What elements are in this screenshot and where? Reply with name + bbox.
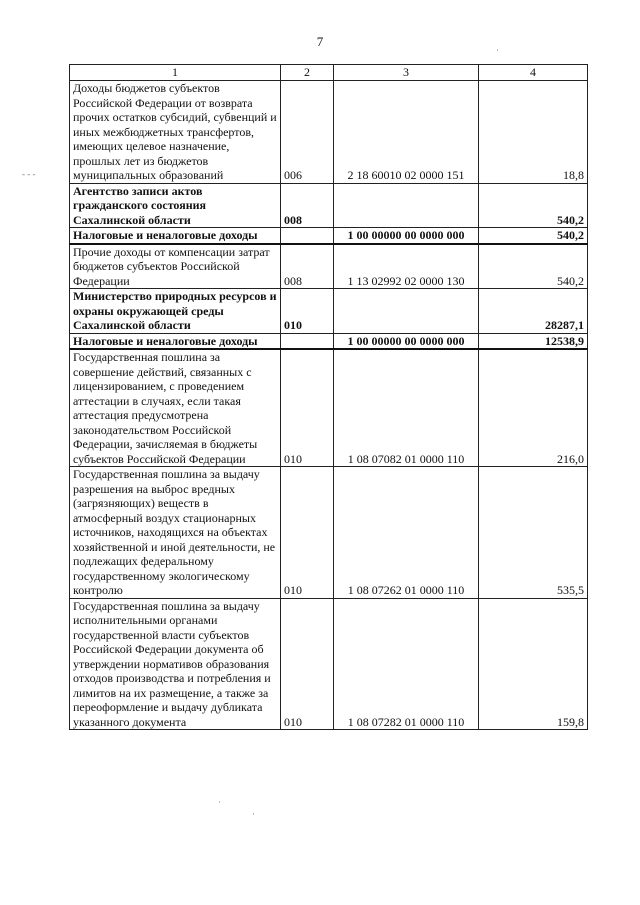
- row-name: Прочие доходы от компенсации затрат бюджетов субъектов Российской Федерации: [70, 244, 281, 289]
- row-code: 006: [281, 81, 334, 184]
- table-row: [70, 598, 588, 730]
- row-kbk: 1 00 00000 00 0000 000: [334, 333, 479, 349]
- table-row: [70, 81, 588, 184]
- row-name: Государственная пошлина за совершение действий, связанных с лицензированием, с проведением аттестации в случаях, если такая аттестация предусмотрена законодательством Российской Федерации, зачисляемая в бюджеты субъектов Российской Федерации: [70, 349, 281, 467]
- row-kbk: 2 18 60010 02 0000 151: [334, 81, 479, 184]
- row-code: 010: [281, 289, 334, 334]
- row-amount: 28287,1: [479, 289, 588, 334]
- column-header-1: 1: [70, 65, 281, 81]
- page-number: 7: [316, 34, 324, 49]
- row-code: [281, 333, 334, 349]
- table-row: [70, 289, 588, 334]
- row-amount: 540,2: [479, 183, 588, 228]
- table-row: [70, 349, 588, 467]
- row-code: 008: [281, 183, 334, 228]
- row-name: Министерство природных ресурсов и охраны окружающей среды Сахалинской области: [70, 289, 281, 334]
- scan-speck: ·: [252, 809, 255, 819]
- table-row: [70, 228, 588, 244]
- budget-revenue-table: [69, 64, 588, 730]
- row-kbk: [334, 183, 479, 228]
- column-header-4: 4: [479, 65, 588, 81]
- table-row: [70, 467, 588, 599]
- row-amount: 540,2: [479, 228, 588, 244]
- row-amount: 216,0: [479, 349, 588, 467]
- row-code: 010: [281, 598, 334, 730]
- row-amount: 159,8: [479, 598, 588, 730]
- table-header-row: [70, 65, 588, 81]
- row-kbk: 1 08 07082 01 0000 110: [334, 349, 479, 467]
- scan-speck: ·: [218, 797, 221, 807]
- scan-speck: ·: [496, 45, 499, 55]
- row-kbk: 1 08 07282 01 0000 110: [334, 598, 479, 730]
- table-row: [70, 183, 588, 228]
- row-kbk: [334, 289, 479, 334]
- row-kbk: 1 08 07262 01 0000 110: [334, 467, 479, 599]
- column-header-3: 3: [334, 65, 479, 81]
- row-name: Доходы бюджетов субъектов Российской Федерации от возврата прочих остатков субсидий, субвенций и иных межбюджетных трансфертов, имеющих целевое назначение, прошлых лет из бюджетов муниципальных образований: [70, 81, 281, 184]
- row-code: 010: [281, 467, 334, 599]
- row-name: Налоговые и неналоговые доходы: [70, 333, 281, 349]
- row-amount: 540,2: [479, 244, 588, 289]
- row-amount: 535,5: [479, 467, 588, 599]
- row-name: Государственная пошлина за выдачу разрешения на выброс вредных (загрязняющих) веществ в атмосферный воздух стационарных источников, находящихся на объектах хозяйственной и иной деятельности, не подлежащих федеральному государственному экологическому контролю: [70, 467, 281, 599]
- row-kbk: 1 00 00000 00 0000 000: [334, 228, 479, 244]
- row-code: 008: [281, 244, 334, 289]
- table-row: [70, 333, 588, 349]
- column-header-2: 2: [281, 65, 334, 81]
- row-name: Налоговые и неналоговые доходы: [70, 228, 281, 244]
- scan-speck: ‐ ‐ ‐: [22, 169, 36, 179]
- row-kbk: 1 13 02992 02 0000 130: [334, 244, 479, 289]
- row-name: Агентство записи актов гражданского состояния Сахалинской области: [70, 183, 281, 228]
- row-amount: 18,8: [479, 81, 588, 184]
- table-row: [70, 244, 588, 289]
- row-code: 010: [281, 349, 334, 467]
- row-amount: 12538,9: [479, 333, 588, 349]
- row-code: [281, 228, 334, 244]
- row-name: Государственная пошлина за выдачу исполнительными органами государственной власти субъектов Российской Федерации документа об утверждении нормативов образования отходов производства и потребления и лимитов на их размещение, а также за переоформление и выдачу дубликата указанного документа: [70, 598, 281, 730]
